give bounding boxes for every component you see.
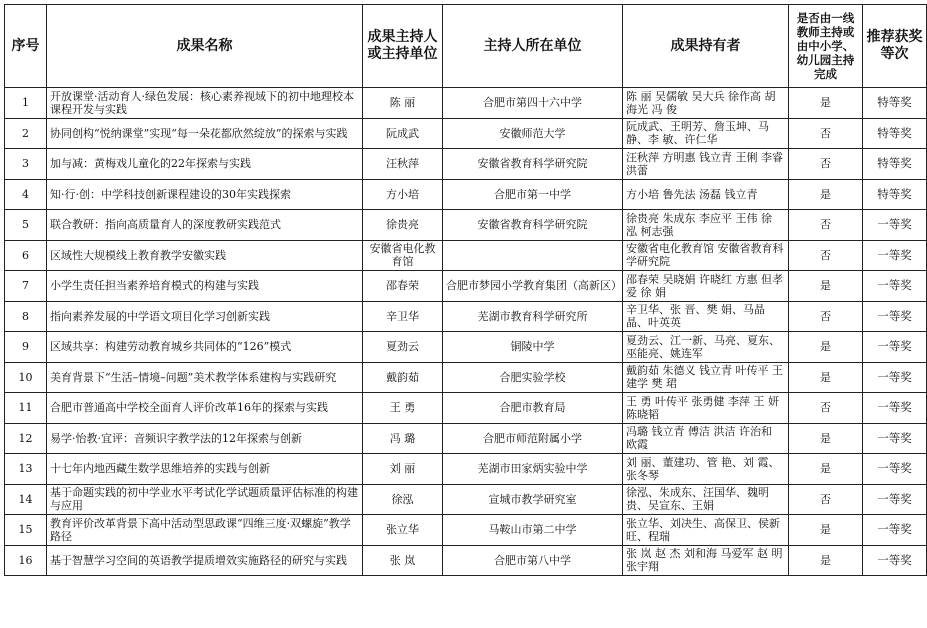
cell-holders: 阮成武、王明芳、詹玉坤、马 静、李 敏、许仁华: [623, 118, 789, 149]
cell-title: 指向素养发展的中学语文项目化学习创新实践: [47, 301, 363, 332]
header-no: 序号: [5, 5, 47, 88]
cell-unit: [443, 240, 623, 271]
cell-title: 联合教研：指向高质量育人的深度教研实践范式: [47, 210, 363, 241]
cell-holders: 陈 丽 吴儒敏 吴大兵 徐作高 胡海光 冯 俊: [623, 88, 789, 119]
cell-no: 7: [5, 271, 47, 302]
cell-title: 基于智慧学习空间的英语教学提质增效实施路径的研究与实践: [47, 545, 363, 576]
cell-host: 刘 丽: [363, 454, 443, 485]
cell-no: 14: [5, 484, 47, 515]
table-row: [5, 393, 927, 424]
cell-holders: 徐泓、朱成东、汪国华、魏明贵、吴宣东、王娟: [623, 484, 789, 515]
table-row: [5, 332, 927, 363]
cell-title: 基于命题实践的初中学业水平考试化学试题质量评估标准的构建与应用: [47, 484, 363, 515]
cell-no: 2: [5, 118, 47, 149]
table-row: [5, 179, 927, 210]
cell-holders: 汪秋萍 方明惠 钱立青 王俐 李睿 洪蕾: [623, 149, 789, 180]
cell-grade: 一等奖: [863, 515, 927, 546]
cell-frontline: 是: [789, 179, 863, 210]
cell-grade: 一等奖: [863, 210, 927, 241]
header-host: 成果主持人或主持单位: [363, 5, 443, 88]
cell-grade: 一等奖: [863, 545, 927, 576]
cell-unit: 合肥市第四十六中学: [443, 88, 623, 119]
table-body: [5, 88, 927, 576]
cell-title: 加与减：黄梅戏儿童化的22年探索与实践: [47, 149, 363, 180]
cell-grade: 一等奖: [863, 393, 927, 424]
cell-holders: 王 勇 叶传平 张勇健 李萍 王 妍 陈晓韬: [623, 393, 789, 424]
table-row: [5, 118, 927, 149]
cell-unit: 芜湖市教育科学研究所: [443, 301, 623, 332]
cell-frontline: 是: [789, 88, 863, 119]
header-frontline: 是否由一线教师主持或由中小学、幼儿园主持完成: [789, 5, 863, 88]
cell-holders: 张 岚 赵 杰 刘和海 马爱军 赵 明 张宇翔: [623, 545, 789, 576]
cell-no: 4: [5, 179, 47, 210]
cell-holders: 张立华、刘决生、高保卫、侯新旺、程瑞: [623, 515, 789, 546]
cell-unit: 安徽省教育科学研究院: [443, 210, 623, 241]
cell-host: 辛卫华: [363, 301, 443, 332]
cell-grade: 一等奖: [863, 332, 927, 363]
cell-title: 十七年内地西藏生数学思维培养的实践与创新: [47, 454, 363, 485]
cell-host: 张立华: [363, 515, 443, 546]
table-row: [5, 240, 927, 271]
cell-no: 10: [5, 362, 47, 393]
cell-grade: 一等奖: [863, 484, 927, 515]
table-row: [5, 423, 927, 454]
cell-title: 协同创构“悦纳课堂”实现“每一朵花都欣然绽放”的探索与实践: [47, 118, 363, 149]
cell-grade: 特等奖: [863, 88, 927, 119]
cell-unit: 安徽省教育科学研究院: [443, 149, 623, 180]
cell-holders: 冯璐 钱立青 傅洁 洪洁 许治和 欧霞: [623, 423, 789, 454]
cell-host: 邵春荣: [363, 271, 443, 302]
cell-title: 美育背景下“生活–情境–问题”美术教学体系建构与实践研究: [47, 362, 363, 393]
header-grade: 推荐获奖等次: [863, 5, 927, 88]
cell-grade: 一等奖: [863, 454, 927, 485]
cell-unit: 合肥市师范附属小学: [443, 423, 623, 454]
cell-frontline: 否: [789, 149, 863, 180]
cell-host: 陈 丽: [363, 88, 443, 119]
header-unit: 主持人所在单位: [443, 5, 623, 88]
cell-frontline: 否: [789, 240, 863, 271]
cell-title: 区域共享：构建劳动教育城乡共同体的“126”模式: [47, 332, 363, 363]
cell-title: 区域性大规模线上教育教学安徽实践: [47, 240, 363, 271]
table-row: [5, 484, 927, 515]
cell-unit: 合肥实验学校: [443, 362, 623, 393]
cell-no: 11: [5, 393, 47, 424]
cell-title: 合肥市普通高中学校全面育人评价改革16年的探索与实践: [47, 393, 363, 424]
cell-frontline: 否: [789, 118, 863, 149]
cell-title: 知·行·创：中学科技创新课程建设的30年实践探索: [47, 179, 363, 210]
cell-title: 易学·怡教·宜评：音频识字教学法的12年探索与创新: [47, 423, 363, 454]
cell-host: 方小培: [363, 179, 443, 210]
cell-holders: 戴韵茹 朱德义 钱立青 叶传平 王建学 樊 珺: [623, 362, 789, 393]
cell-unit: 宣城市教学研究室: [443, 484, 623, 515]
cell-unit: 合肥市第一中学: [443, 179, 623, 210]
cell-frontline: 否: [789, 484, 863, 515]
cell-no: 3: [5, 149, 47, 180]
cell-no: 15: [5, 515, 47, 546]
cell-grade: 一等奖: [863, 362, 927, 393]
cell-no: 16: [5, 545, 47, 576]
cell-title: 开放课堂·活动育人·绿色发展：核心素养视域下的初中地理校本课程开发与实践: [47, 88, 363, 119]
cell-host: 阮成武: [363, 118, 443, 149]
cell-grade: 特等奖: [863, 179, 927, 210]
cell-grade: 特等奖: [863, 118, 927, 149]
award-table: [4, 4, 927, 576]
cell-frontline: 是: [789, 545, 863, 576]
cell-no: 1: [5, 88, 47, 119]
cell-unit: 安徽师范大学: [443, 118, 623, 149]
cell-no: 8: [5, 301, 47, 332]
cell-holders: 辛卫华、张 晋、樊 娟、马晶晶、叶英英: [623, 301, 789, 332]
cell-unit: 芜湖市田家炳实验中学: [443, 454, 623, 485]
cell-frontline: 是: [789, 423, 863, 454]
table-row: [5, 301, 927, 332]
cell-no: 12: [5, 423, 47, 454]
table-row: [5, 271, 927, 302]
table-row: [5, 210, 927, 241]
cell-frontline: 否: [789, 393, 863, 424]
cell-unit: 合肥市梦园小学教育集团（高新区）: [443, 271, 623, 302]
cell-frontline: 是: [789, 515, 863, 546]
cell-no: 6: [5, 240, 47, 271]
cell-unit: 马鞍山市第二中学: [443, 515, 623, 546]
cell-holders: 徐贵亮 朱成东 李应平 王伟 徐 泓 柯志强: [623, 210, 789, 241]
cell-host: 汪秋萍: [363, 149, 443, 180]
table-row: [5, 454, 927, 485]
cell-host: 安徽省电化教育馆: [363, 240, 443, 271]
table-row: [5, 545, 927, 576]
cell-no: 5: [5, 210, 47, 241]
cell-host: 张 岚: [363, 545, 443, 576]
table-row: [5, 149, 927, 180]
cell-host: 王 勇: [363, 393, 443, 424]
cell-host: 夏劲云: [363, 332, 443, 363]
table-row: [5, 515, 927, 546]
cell-title: 小学生责任担当素养培育模式的构建与实践: [47, 271, 363, 302]
cell-holders: 刘 丽、董建功、管 艳、刘 霞、张冬琴: [623, 454, 789, 485]
cell-grade: 一等奖: [863, 301, 927, 332]
cell-holders: 方小培 鲁先法 汤磊 钱立青: [623, 179, 789, 210]
award-table-sheet: [4, 4, 923, 576]
cell-title: 教育评价改革背景下高中活动型思政课“四维三度·双螺旋”教学路径: [47, 515, 363, 546]
cell-host: 戴韵茹: [363, 362, 443, 393]
cell-grade: 一等奖: [863, 271, 927, 302]
cell-frontline: 是: [789, 454, 863, 485]
cell-unit: 铜陵中学: [443, 332, 623, 363]
cell-holders: 夏劲云、江一新、马亮、夏东、巫能亮、姚连军: [623, 332, 789, 363]
cell-frontline: 否: [789, 301, 863, 332]
cell-unit: 合肥市教育局: [443, 393, 623, 424]
cell-no: 13: [5, 454, 47, 485]
cell-grade: 特等奖: [863, 149, 927, 180]
cell-frontline: 是: [789, 271, 863, 302]
table-header-row: [5, 5, 927, 88]
cell-grade: 一等奖: [863, 423, 927, 454]
cell-holders: 邵春荣 吴晓娟 许晓红 方惠 但孝爱 徐 娟: [623, 271, 789, 302]
table-row: [5, 88, 927, 119]
cell-unit: 合肥市第八中学: [443, 545, 623, 576]
cell-host: 徐泓: [363, 484, 443, 515]
header-title: 成果名称: [47, 5, 363, 88]
cell-grade: 一等奖: [863, 240, 927, 271]
cell-no: 9: [5, 332, 47, 363]
header-holders: 成果持有者: [623, 5, 789, 88]
cell-frontline: 是: [789, 332, 863, 363]
cell-holders: 安徽省电化教育馆 安徽省教育科学研究院: [623, 240, 789, 271]
table-row: [5, 362, 927, 393]
cell-host: 冯 璐: [363, 423, 443, 454]
cell-frontline: 否: [789, 210, 863, 241]
cell-frontline: 是: [789, 362, 863, 393]
cell-host: 徐贵亮: [363, 210, 443, 241]
